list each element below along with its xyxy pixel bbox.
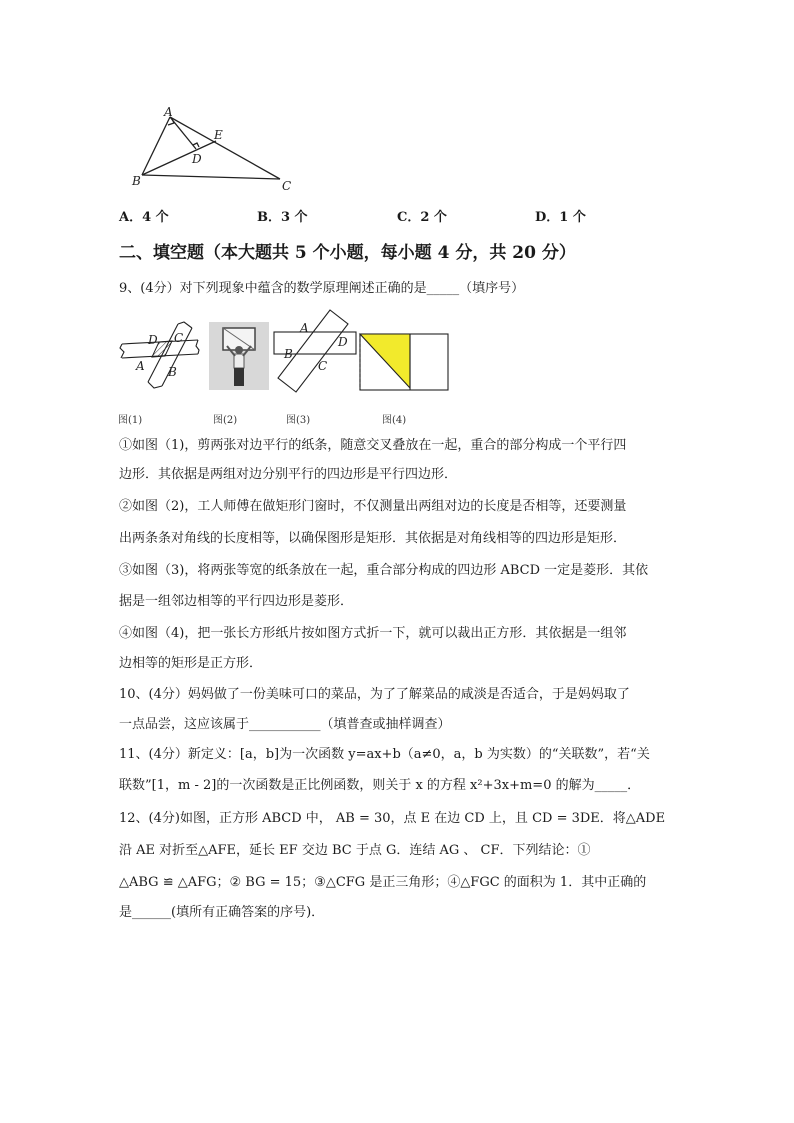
q9-line: ①如图（1)，剪两张对边平行的纸条，随意交叉叠放在一起，重合的部分构成一个平行四 [119, 438, 627, 453]
q9-line: ③如图（3)，将两张等宽的纸条放在一起，重合部分构成的四边形 ABCD 一定是菱形．其依 [119, 563, 649, 578]
caption-fig4: 图(4) [382, 415, 407, 426]
fig1-label-a: A [136, 359, 145, 373]
fig4-fold [356, 332, 452, 392]
choice-d: D．1 个 [535, 210, 586, 225]
section-heading: 二、填空题（本大题共 5 个小题，每小题 4 分，共 20 分） [119, 243, 576, 263]
triangle-figure [130, 105, 300, 195]
q10-line: 一点品尝，这应该属于___________（填普查或抽样调查） [119, 717, 451, 732]
label-b: B [132, 174, 141, 188]
label-e: E [214, 128, 223, 142]
fig1-label-b: B [168, 365, 177, 379]
caption-fig1: 图(1) [118, 415, 143, 426]
choice-b: B．3 个 [257, 210, 308, 225]
caption-fig3: 图(3) [286, 415, 311, 426]
fig1-label-c: C [174, 331, 184, 345]
q12-line: △ABG ≌ △AFG；② BG = 15；③△CFG 是正三角形；④△FGC 的面积为 1．其中正确的 [119, 875, 647, 890]
fig3-label-c: C [318, 359, 328, 373]
q9-line: ②如图（2)，工人师傅在做矩形门窗时，不仅测量出两组对边的长度是否相等，还要测量 [119, 499, 627, 514]
fig3-label-d: D [338, 335, 348, 349]
q11-line: 联数”[1，m - 2]的一次函数是正比例函数，则关于 x 的方程 x²+3x+m=0 的解为_____． [119, 778, 641, 793]
fig2-photo [209, 322, 269, 390]
fig1-label-d: D [148, 333, 158, 347]
q9-line: 据是一组邻边相等的平行四边形是菱形． [119, 594, 354, 609]
label-d: D [192, 152, 202, 166]
q12-line: 是______(填所有正确答案的序号)． [119, 905, 325, 920]
q9-stem: 9、(4分）对下列现象中蕴含的数学原理阐述正确的是_____（填序号） [119, 281, 525, 296]
choice-a: A．4 个 [119, 210, 169, 225]
worker-measuring-window-photo [209, 322, 269, 390]
fig1-strips [118, 322, 200, 392]
fig3-strips [272, 308, 358, 394]
q12-line: 沿 AE 对折至△AFE，延长 EF 交边 BC 于点 G．连结 AG 、 CF．下列结论：① [119, 843, 591, 858]
q9-line: 边相等的矩形是正方形． [119, 656, 263, 671]
choice-c: C．2 个 [397, 210, 447, 225]
caption-fig2: 图(2) [213, 415, 238, 426]
q9-line: 边形．其依据是两组对边分别平行的四边形是平行四边形． [119, 467, 458, 482]
q12-line: 12、(4分)如图，正方形 ABCD 中， AB = 30，点 E 在边 CD 上，且 CD = 3DE．将△ADE [119, 811, 666, 826]
q9-line: ④如图（4)，把一张长方形纸片按如图方式折一下，就可以裁出正方形．其依据是一组邻 [119, 626, 627, 641]
fig3-label-a: A [300, 321, 309, 335]
q11-line: 11、(4分）新定义：[a，b]为一次函数 y=ax+b（a≠0，a，b 为实数）的“关联数”，若“关 [119, 747, 650, 762]
label-c: C [282, 179, 292, 193]
label-a: A [164, 105, 173, 119]
q9-line: 出两条条对角线的长度相等，以确保图形是矩形．其依据是对角线相等的四边形是矩形． [119, 531, 627, 546]
fig3-label-b: B [284, 347, 293, 361]
q10-line: 10、(4分）妈妈做了一份美味可口的菜品，为了了解菜品的咸淡是否适合，于是妈妈取了 [119, 687, 630, 702]
